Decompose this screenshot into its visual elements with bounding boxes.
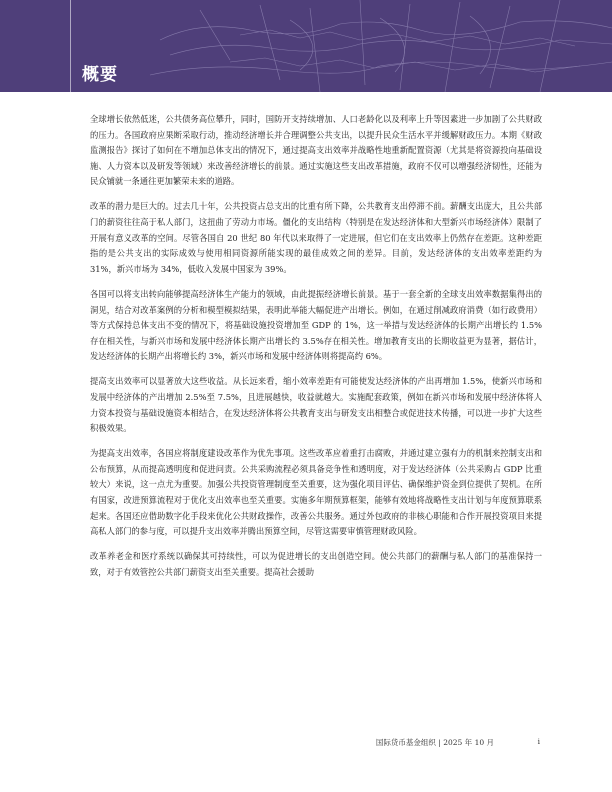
page-number: i — [537, 737, 540, 746]
footer-source: 国际货币基金组织 | 2025 年 10 月 — [375, 738, 494, 747]
paragraph: 提高支出效率可以显著放大这些收益。从长远来看，缩小效率差距有可能使发达经济体的产出再增加 1.5%，使新兴市场和发展中经济体的产出增加 2.5%至 7.5%，且进展越快，收益就越大。实施配套政策，例如在新兴市场和发展中经济体将人力资本投资与基础设施资本相结合，在发达经济体将公共教育支出与研发支出相整合或促进技术传播，可以进一步扩大这些积极效果。 — [90, 376, 542, 434]
summary-body — [90, 112, 542, 590]
page-footer — [0, 737, 612, 751]
paragraph: 为提高支出效率，各国应将制度建设改革作为优先事项。这些改革应着重打击腐败，并通过建立强有力的机制来控制支出和公布预算，从而提高透明度和促进问责。公共采购流程必须具备竞争性和透明度，对于发达经济体（公共采购占 GDP 比重较大）来说，这一点尤为重要。加强公共投资管理制度至关重要，这为强化项目评估、确保维护资金到位提供了契机。在所有国家，改进预算流程对于优化支出效率也至关重要。实施多年期预算框架，能够有效地将战略性支出计划与年度预算联系起来。各国还应借助数字化手段来优化公共财政操作，改善公共服务。通过外包政府的非核心职能和合作开展投资项目来提高私人部门的参与度，可以提升支出效率并腾出预算空间，尽管这需要审慎管理财政风险。 — [90, 448, 542, 537]
header-banner — [0, 0, 612, 92]
paragraph: 改革养老金和医疗系统以确保其可持续性，可以为促进增长的支出创造空间。使公共部门的薪酬与私人部门的基准保持一致，对于有效管控公共部门薪资支出至关重要。提高社会援助 — [90, 551, 542, 577]
paragraph: 改革的潜力是巨大的。过去几十年，公共投资占总支出的比重有所下降，公共教育支出停滞不前。薪酬支出庞大，且公共部门的薪资往往高于私人部门，这扭曲了劳动力市场。僵化的支出结构（特别是在发达经济体和大型新兴市场经济体）限制了开展有意义改革的空间。尽管各国自 20 世纪 80 年代以来取得了一定进展，但它们在支出效率上仍然存在差距。这种差距指的是公共支出的实际成效与使用相同资源所能实现的最佳成效之间的差异。目前，发达经济体的支出效率差距约为 31%，新兴市场为 34%，低收入发展中国家为 39%。 — [90, 201, 542, 274]
paragraph: 全球增长依然低迷，公共债务高位攀升，同时，国防开支持续增加、人口老龄化以及利率上升等因素进一步加剧了公共财政的压力。各国政府应果断采取行动，推动经济增长并合理调整公共支出，以提升民众生活水平并缓解财政压力。本期《财政监测报告》探讨了如何在不增加总体支出的情况下，通过提高支出效率并战略性地重新配置资源（尤其是将资源投向基础设施、人力资本以及研发等领域）来改善经济增长的前景。通过实施这些支出改革措施，政府不仅可以增强经济韧性，还能为民众铺就一条通往更加繁荣未来的道路。 — [90, 114, 542, 187]
page-title: 概要 — [82, 65, 118, 85]
banner-divider — [70, 0, 71, 92]
paragraph: 各国可以将支出转向能够提高经济体生产能力的领域，由此提振经济增长前景。基于一套全新的全球支出效率数据集得出的洞见，结合对改革案例的分析和模型模拟结果，表明此举能大幅促进产出增长。例如，在通过削减政府消费（如行政费用）等方式保持总体支出不变的情况下，将基础设施投资增加至 GDP 的 1%，这一举措与发达经济体的长期产出增长约 1.5%存在相关性，与新兴市场和发展中经济体长期产出增长约 3.5%存在相关性。增加教育支出的长期收益更为显著，据估计，发达经济体的长期产出将增长约 3%，新兴市场和发展中经济体则将提高约 6%。 — [90, 288, 542, 362]
